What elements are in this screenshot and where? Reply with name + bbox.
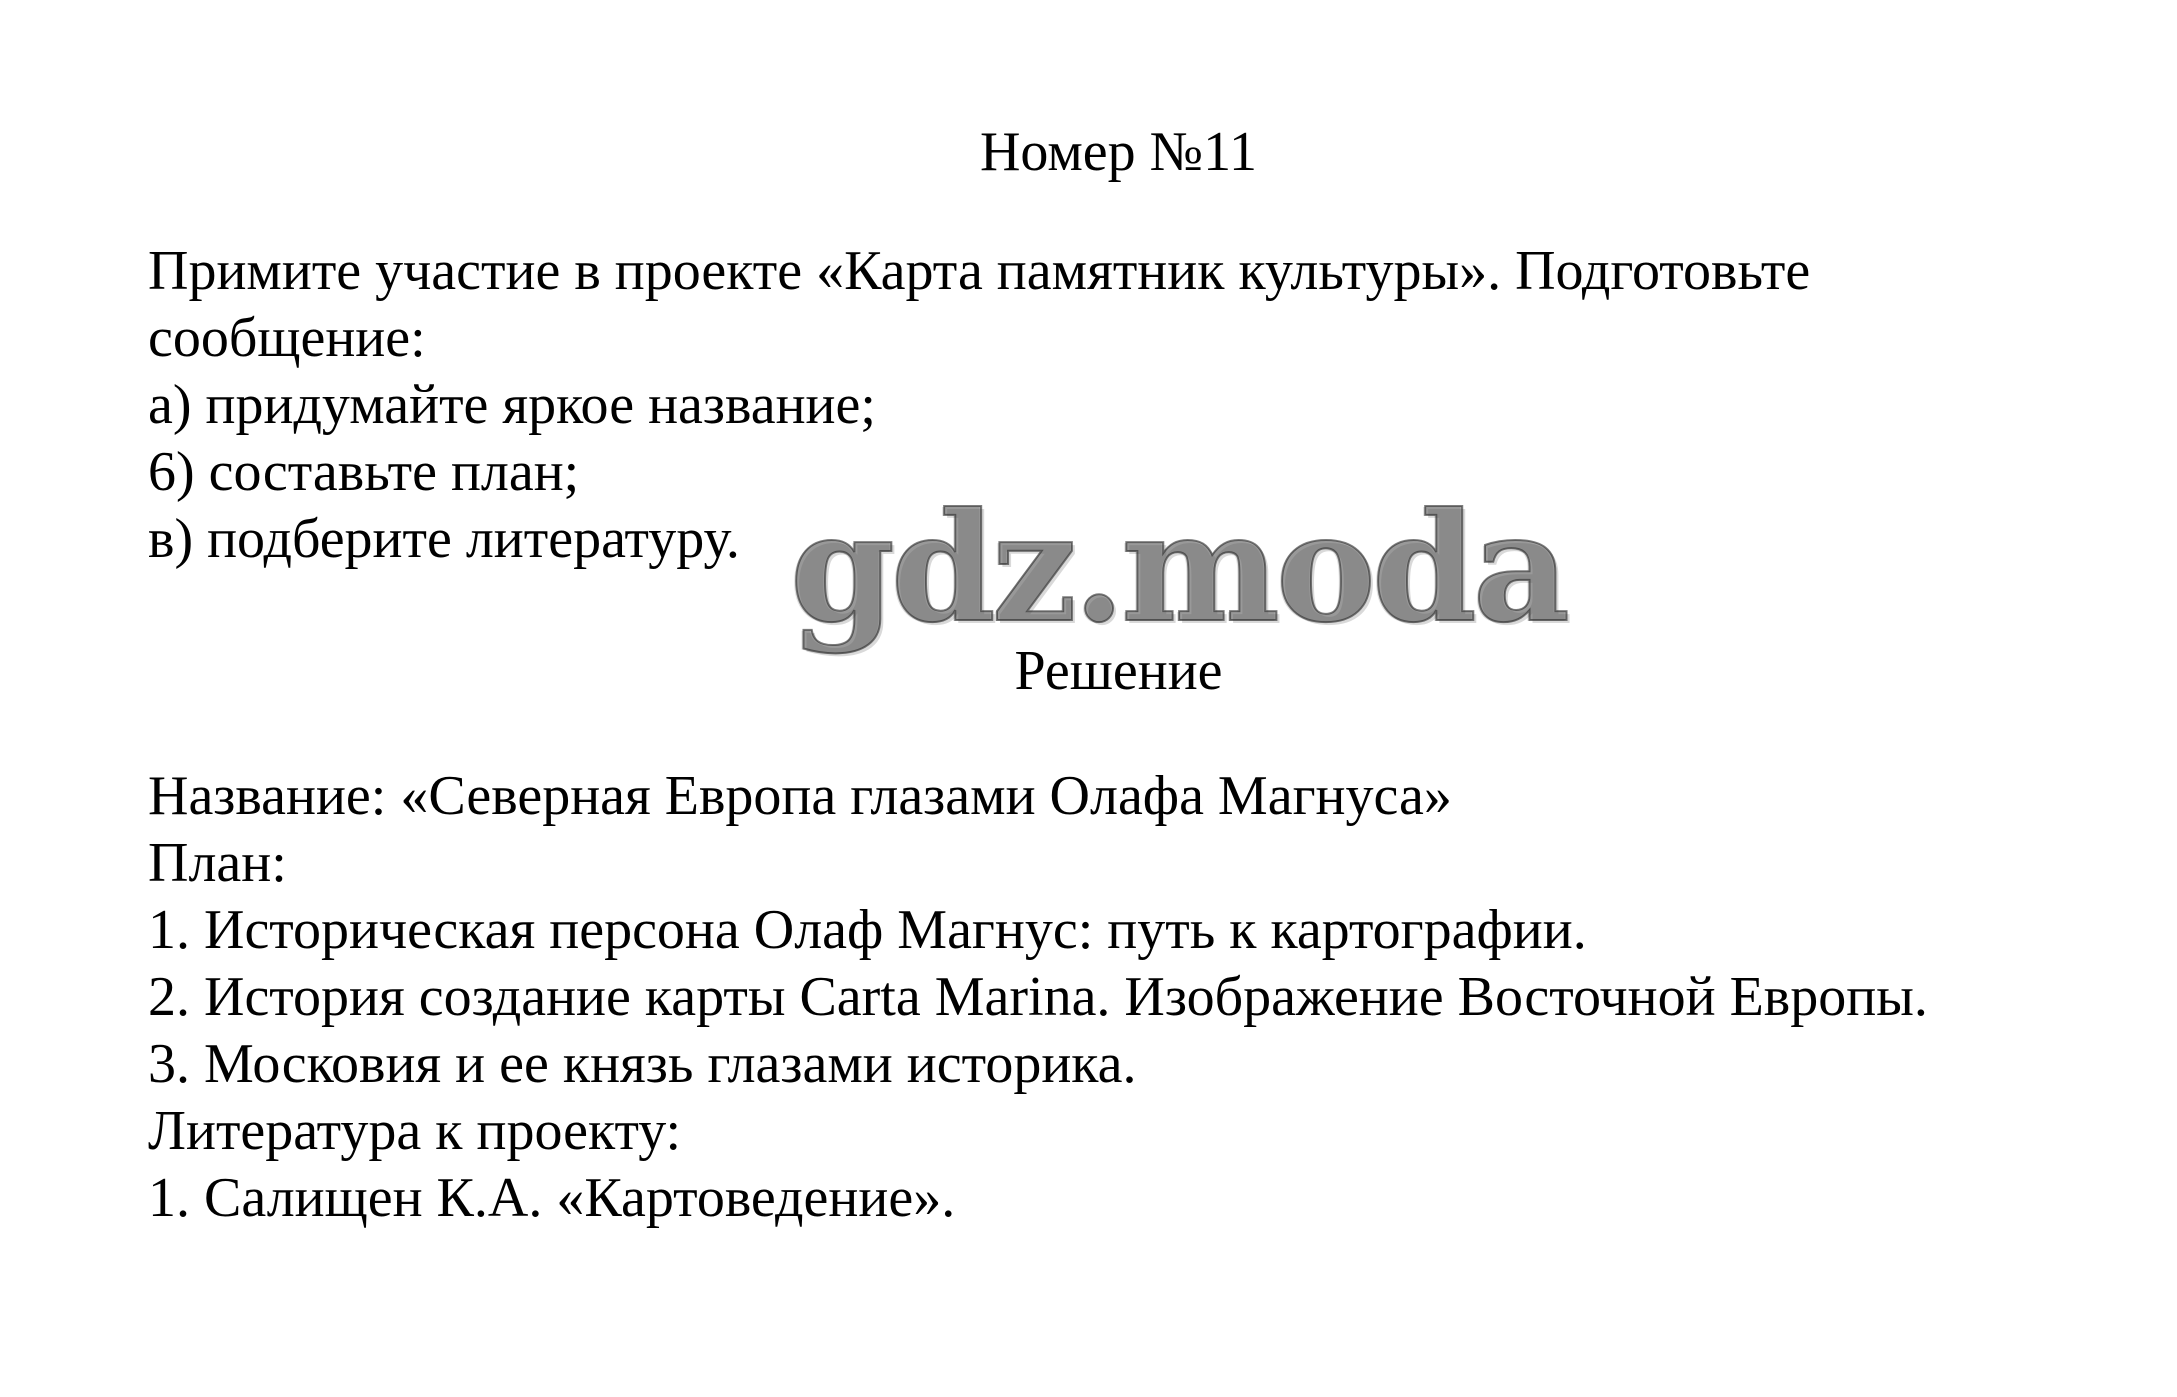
task-line: Примите участие в проекте «Карта памятник культуры». Подготовьте	[148, 240, 1811, 302]
task-line: 6) составьте план;	[148, 441, 580, 503]
task-line: а) придумайте яркое название;	[148, 374, 876, 436]
solution-line: 1. Салищен К.А. «Картоведение».	[148, 1167, 956, 1229]
solution-line: 1. Историческая персона Олаф Магнус: путь к картографии.	[148, 899, 1587, 961]
watermark-logo: gdz.moda	[790, 480, 1567, 656]
page-title: Номер №11	[979, 121, 1258, 183]
solution-text	[148, 763, 1928, 1232]
task-line: в) подберите литературу.	[148, 508, 740, 570]
task-text	[148, 238, 1810, 573]
solution-line: Название: «Северная Европа глазами Олафа Магнуса»	[148, 765, 1452, 827]
solution-line: 3. Московия и ее князь глазами историка.	[148, 1033, 1137, 1095]
task-line: сообщение:	[148, 307, 426, 369]
solution-heading: Решение	[1014, 640, 1223, 702]
solution-line: Литература к проекту:	[148, 1100, 682, 1162]
solution-line: План:	[148, 832, 287, 894]
solution-line: 2. История создание карты Carta Marina. Изображение Восточной Европы.	[148, 966, 1928, 1028]
